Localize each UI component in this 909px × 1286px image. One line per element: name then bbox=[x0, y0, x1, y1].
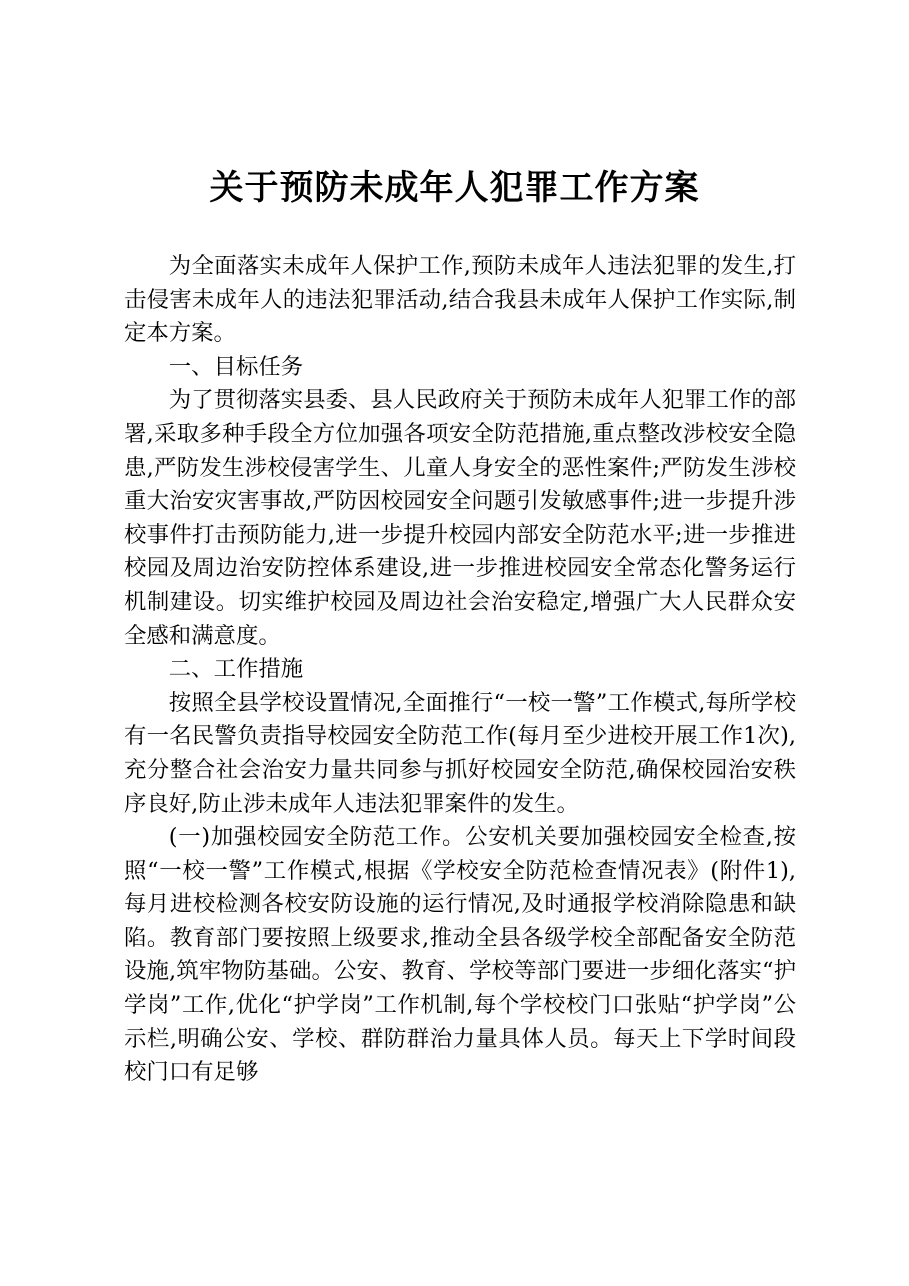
document-title: 关于预防未成年人犯罪工作方案 bbox=[209, 168, 700, 208]
paragraph-goals: 为了贯彻落实县委、县人民政府关于预防未成年人犯罪工作的部署,采取多种手段全方位加强各项安全防范措施,重点整改涉校安全隐患,严防发生涉校侵害学生、儿童人身安全的恶性案件;严防发生涉校重大治安灾害事故,严防因校园安全问题引发敏感事件;进一步提升涉校事件打击预防能力,进一步提升校园内部安全防范水平;进一步推进校园及周边治安防控体系建设,进一步推进校园安全常态化警务运行机制建设。切实维护校园及周边社会治安稳定,增强广大人民群众安全感和满意度。 bbox=[124, 387, 796, 649]
paragraph-intro: 为全面落实未成年人保护工作,预防未成年人违法犯罪的发生,打击侵害未成年人的违法犯罪活动,结合我县未成年人保护工作实际,制定本方案。 bbox=[124, 253, 796, 347]
paragraph-measures: 按照全县学校设置情况,全面推行“一校一警”工作模式,每所学校有一名民警负责指导校园安全防范工作(每月至少进校开展工作1次),充分整合社会治安力量共同参与抓好校园安全防范,确保校园治安秩序良好,防止涉未成年人违法犯罪案件的发生。 bbox=[124, 689, 796, 817]
document-body bbox=[124, 250, 796, 1090]
section-heading-goals: 一、目标任务 bbox=[168, 353, 304, 380]
section-heading-measures: 二、工作措施 bbox=[168, 656, 304, 683]
paragraph-campus-safety: (一)加强校园安全防范工作。公安机关要加强校园安全检查,按照“一校一警”工作模式,根据《学校安全防范检查情况表》(附件1),每月进校检测各校安防设施的运行情况,及时通报学校消除隐患和缺陷。教育部门要按照上级要求,推动全县各级学校全部配备安全防范设施,筑牢物防基础。公安、教育、学校等部门要进一步细化落实“护学岗”工作,优化“护学岗”工作机制,每个学校校门口张贴“护学岗”公示栏,明确公安、学校、群防群治力量具体人员。每天上下学时间段校门口有足够 bbox=[124, 824, 796, 1086]
